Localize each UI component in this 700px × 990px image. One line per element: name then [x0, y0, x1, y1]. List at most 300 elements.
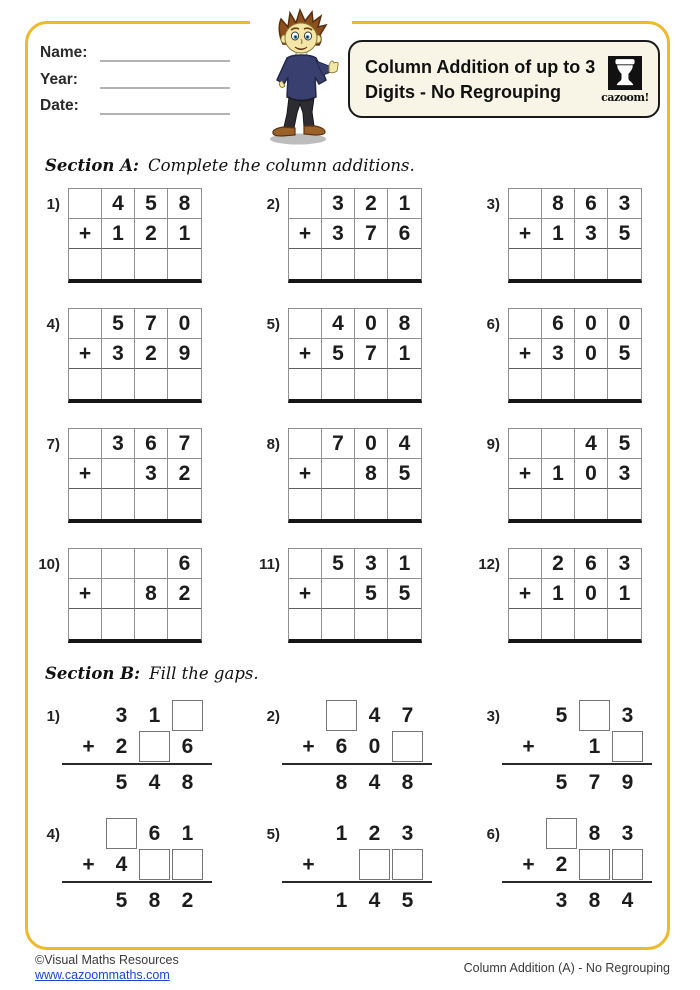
- digit-cell: 1: [181, 822, 194, 845]
- answer-cell[interactable]: [69, 609, 102, 639]
- digit-cell: 9: [168, 339, 201, 369]
- digit-cell: 3: [542, 339, 575, 369]
- digit-cell: 5: [322, 549, 355, 579]
- problem-number: 12): [478, 556, 500, 573]
- digit-cell: 4: [115, 853, 128, 876]
- digit-cell: 4: [322, 309, 355, 339]
- digit-cell: 6: [335, 735, 348, 758]
- digit-cell: 7: [322, 429, 355, 459]
- title-line-1: Column Addition of up to 3: [365, 57, 596, 77]
- digit-cell: 8: [355, 459, 388, 489]
- plus-sign: +: [289, 219, 322, 249]
- answer-cell[interactable]: [168, 249, 201, 279]
- digit-cell: 3: [322, 189, 355, 219]
- digit-cell: [322, 579, 355, 609]
- answer-cell[interactable]: [69, 249, 102, 279]
- digit-cell: [509, 549, 542, 579]
- gap-addition-problem: [72, 700, 204, 798]
- answer-digit: 1: [335, 889, 348, 912]
- digit-cell: 1: [148, 704, 161, 727]
- answer-cell[interactable]: [509, 489, 542, 519]
- year-label: Year:: [40, 71, 78, 88]
- answer-digit: 5: [115, 889, 128, 912]
- plus-sign: +: [522, 735, 535, 758]
- digit-cell: 2: [135, 339, 168, 369]
- problem-row: [512, 818, 644, 849]
- date-label: Date:: [40, 97, 79, 114]
- answer-digit: 8: [401, 771, 414, 794]
- answer-cell[interactable]: [355, 609, 388, 639]
- problem-row: [72, 731, 204, 762]
- digit-cell: [512, 700, 545, 731]
- digit-cell: 3: [322, 219, 355, 249]
- digit-cell: 0: [355, 309, 388, 339]
- gap-box[interactable]: [326, 700, 357, 731]
- addition-table: [508, 308, 642, 403]
- addition-table: [68, 188, 202, 283]
- gap-addition-problem: [512, 700, 644, 798]
- digit-cell: 2: [555, 853, 568, 876]
- answer-cell[interactable]: [542, 249, 575, 279]
- answer-cell[interactable]: [102, 609, 135, 639]
- answer-cell[interactable]: [135, 369, 168, 399]
- digit-cell: [509, 189, 542, 219]
- digit-cell: [391, 731, 424, 762]
- answer-cell[interactable]: [542, 489, 575, 519]
- answer-cell[interactable]: [355, 249, 388, 279]
- problem-number: 2): [266, 708, 280, 725]
- answer-cell[interactable]: [289, 369, 322, 399]
- answer-cell[interactable]: [388, 249, 421, 279]
- worksheet-title: [365, 55, 595, 105]
- answer-digit: 4: [368, 889, 381, 912]
- answer-cell[interactable]: [388, 609, 421, 639]
- problem-row: [292, 849, 424, 880]
- answer-digit: 5: [401, 889, 414, 912]
- problem-row: [512, 885, 644, 916]
- digit-cell: 2: [168, 459, 201, 489]
- addition-table: [508, 188, 642, 283]
- digit-cell: 3: [102, 339, 135, 369]
- answer-cell[interactable]: [355, 489, 388, 519]
- cazoom-logo: [601, 56, 649, 104]
- digit-cell: [171, 849, 204, 880]
- digit-cell: 8: [542, 189, 575, 219]
- digit-cell: [292, 700, 325, 731]
- digit-cell: 1: [388, 339, 421, 369]
- digit-cell: [512, 818, 545, 849]
- plus-sign: +: [289, 579, 322, 609]
- section-b-heading: [45, 664, 259, 683]
- problem-row: [72, 885, 204, 916]
- problem-number: 4): [46, 826, 60, 843]
- digit-cell: 2: [135, 219, 168, 249]
- plus-sign: +: [509, 579, 542, 609]
- digit-cell: [509, 429, 542, 459]
- answer-cell[interactable]: [509, 609, 542, 639]
- gap-addition-problem: [292, 700, 424, 798]
- answer-cell[interactable]: [509, 369, 542, 399]
- digit-cell: 0: [575, 579, 608, 609]
- answer-digit: [72, 885, 105, 916]
- digit-cell: 1: [542, 579, 575, 609]
- digit-cell: 7: [401, 704, 414, 727]
- gap-box[interactable]: [139, 731, 170, 762]
- addition-table: [68, 308, 202, 403]
- plus-sign: +: [82, 853, 95, 876]
- problem-row: [512, 700, 644, 731]
- section-b-title: Section B:: [45, 664, 141, 683]
- digit-cell: 3: [608, 459, 641, 489]
- digit-cell: 0: [368, 735, 381, 758]
- answer-digit: [292, 767, 325, 798]
- plus-sign: +: [82, 735, 95, 758]
- answer-cell[interactable]: [289, 489, 322, 519]
- digit-cell: 7: [168, 429, 201, 459]
- digit-cell: 3: [135, 459, 168, 489]
- gap-box[interactable]: [106, 818, 137, 849]
- digit-cell: 2: [355, 189, 388, 219]
- answer-cell[interactable]: [388, 369, 421, 399]
- answer-cell[interactable]: [135, 489, 168, 519]
- digit-cell: 5: [388, 579, 421, 609]
- digit-cell: [325, 700, 358, 731]
- answer-cell[interactable]: [322, 489, 355, 519]
- digit-cell: [542, 429, 575, 459]
- problem-row: [292, 818, 424, 849]
- answer-digit: 5: [555, 771, 568, 794]
- plus-sign: +: [69, 579, 102, 609]
- answer-digit: 8: [181, 771, 194, 794]
- problem-number: 3): [486, 196, 500, 213]
- digit-cell: 0: [575, 339, 608, 369]
- boy-mascot-illustration: [250, 8, 352, 148]
- problem-row: [292, 767, 424, 798]
- gap-box[interactable]: [546, 818, 577, 849]
- answer-cell[interactable]: [575, 489, 608, 519]
- digit-cell: 2: [168, 579, 201, 609]
- problem-number: 2): [266, 196, 280, 213]
- plus-sign: +: [302, 853, 315, 876]
- digit-cell: 3: [621, 704, 634, 727]
- answer-cell[interactable]: [135, 249, 168, 279]
- answer-cell[interactable]: [608, 369, 641, 399]
- answer-cell[interactable]: [289, 609, 322, 639]
- digit-cell: 5: [322, 339, 355, 369]
- problem-row: [72, 818, 204, 849]
- digit-cell: 1: [388, 549, 421, 579]
- problem-row: [72, 700, 204, 731]
- digit-cell: [289, 549, 322, 579]
- digit-cell: 6: [135, 429, 168, 459]
- answer-cell[interactable]: [322, 609, 355, 639]
- digit-cell: 3: [621, 822, 634, 845]
- answer-cell[interactable]: [388, 489, 421, 519]
- answer-digit: [512, 767, 545, 798]
- digit-cell: 3: [575, 219, 608, 249]
- digit-cell: [138, 731, 171, 762]
- digit-cell: [391, 849, 424, 880]
- digit-cell: 0: [608, 309, 641, 339]
- addition-table: [68, 548, 202, 643]
- digit-cell: [325, 849, 358, 880]
- digit-cell: [358, 849, 391, 880]
- answer-digit: [292, 885, 325, 916]
- digit-cell: [69, 189, 102, 219]
- digit-cell: [102, 579, 135, 609]
- date-field-line[interactable]: [100, 113, 230, 115]
- answer-cell[interactable]: [69, 489, 102, 519]
- gap-box[interactable]: [612, 849, 643, 880]
- answer-digit: 8: [588, 889, 601, 912]
- digit-cell: 3: [102, 429, 135, 459]
- digit-cell: 1: [588, 735, 601, 758]
- digit-cell: 8: [135, 579, 168, 609]
- digit-cell: 1: [102, 219, 135, 249]
- answer-cell[interactable]: [575, 609, 608, 639]
- digit-cell: 2: [115, 735, 128, 758]
- plus-sign: +: [522, 853, 535, 876]
- digit-cell: 4: [388, 429, 421, 459]
- digit-cell: 5: [135, 189, 168, 219]
- gap-box[interactable]: [392, 731, 423, 762]
- problem-number: 10): [38, 556, 60, 573]
- section-b-instruction: Fill the gaps.: [149, 664, 259, 683]
- answer-cell[interactable]: [102, 369, 135, 399]
- name-label: Name:: [40, 44, 88, 61]
- digit-cell: 8: [388, 309, 421, 339]
- digit-cell: 2: [368, 822, 381, 845]
- problem-number: 6): [486, 826, 500, 843]
- digit-cell: [322, 459, 355, 489]
- problem-row: [512, 849, 644, 880]
- digit-cell: 6: [542, 309, 575, 339]
- equals-line: [282, 763, 432, 765]
- answer-digit: 4: [368, 771, 381, 794]
- digit-cell: 4: [575, 429, 608, 459]
- digit-cell: 0: [575, 459, 608, 489]
- problem-number: 6): [486, 316, 500, 333]
- digit-cell: [509, 309, 542, 339]
- plus-sign: +: [302, 735, 315, 758]
- digit-cell: 0: [168, 309, 201, 339]
- answer-cell[interactable]: [608, 489, 641, 519]
- digit-cell: 3: [115, 704, 128, 727]
- plus-sign: +: [69, 339, 102, 369]
- gap-addition-problem: [512, 818, 644, 916]
- title-line-2: Digits - No Regrouping: [365, 82, 561, 103]
- answer-cell[interactable]: [608, 609, 641, 639]
- digit-cell: 5: [388, 459, 421, 489]
- addition-table: [288, 548, 422, 643]
- digit-cell: 1: [542, 459, 575, 489]
- gap-box[interactable]: [579, 849, 610, 880]
- answer-digit: [72, 767, 105, 798]
- problem-number: 5): [266, 316, 280, 333]
- gap-box[interactable]: [172, 700, 203, 731]
- digit-cell: [289, 429, 322, 459]
- plus-sign: +: [69, 219, 102, 249]
- digit-cell: [545, 818, 578, 849]
- gap-box[interactable]: [392, 849, 423, 880]
- year-field-line[interactable]: [100, 87, 230, 89]
- equals-line: [282, 881, 432, 883]
- equals-line: [62, 881, 212, 883]
- plus-sign: +: [509, 339, 542, 369]
- digit-cell: 5: [102, 309, 135, 339]
- gap-box[interactable]: [139, 849, 170, 880]
- problem-row: [292, 885, 424, 916]
- digit-cell: 3: [608, 189, 641, 219]
- answer-cell[interactable]: [322, 369, 355, 399]
- section-a-heading: [45, 156, 415, 175]
- digit-cell: 6: [575, 189, 608, 219]
- digit-cell: [289, 309, 322, 339]
- digit-cell: [171, 700, 204, 731]
- digit-cell: [578, 849, 611, 880]
- answer-digit: 4: [148, 771, 161, 794]
- plus-sign: +: [289, 459, 322, 489]
- addition-table: [288, 188, 422, 283]
- answer-digit: 7: [588, 771, 601, 794]
- digit-cell: 4: [102, 189, 135, 219]
- digit-cell: 7: [355, 339, 388, 369]
- equals-line: [502, 881, 652, 883]
- plus-sign: +: [509, 219, 542, 249]
- answer-digit: 4: [621, 889, 634, 912]
- digit-cell: 3: [355, 549, 388, 579]
- answer-cell[interactable]: [509, 249, 542, 279]
- gap-addition-problem: [292, 818, 424, 916]
- digit-cell: [545, 731, 578, 762]
- answer-cell[interactable]: [289, 249, 322, 279]
- worksheet-reference: Column Addition (A) - No Regrouping: [463, 961, 670, 975]
- plus-sign: +: [69, 459, 102, 489]
- gap-box[interactable]: [612, 731, 643, 762]
- digit-cell: 3: [401, 822, 414, 845]
- equals-line: [502, 763, 652, 765]
- digit-cell: 8: [168, 189, 201, 219]
- gap-box[interactable]: [172, 849, 203, 880]
- problem-row: [72, 767, 204, 798]
- name-field-line[interactable]: [100, 60, 230, 62]
- gap-addition-problem: [72, 818, 204, 916]
- digit-cell: 6: [388, 219, 421, 249]
- addition-table: [508, 548, 642, 643]
- digit-cell: 5: [555, 704, 568, 727]
- answer-cell[interactable]: [168, 489, 201, 519]
- answer-digit: 9: [621, 771, 634, 794]
- answer-cell[interactable]: [542, 369, 575, 399]
- answer-cell[interactable]: [102, 489, 135, 519]
- addition-table: [68, 428, 202, 523]
- digit-cell: [292, 818, 325, 849]
- digit-cell: 1: [335, 822, 348, 845]
- answer-cell[interactable]: [575, 369, 608, 399]
- answer-digit: 2: [181, 889, 194, 912]
- digit-cell: 3: [608, 549, 641, 579]
- copyright-text: ©Visual Maths Resources: [35, 953, 179, 967]
- answer-cell[interactable]: [355, 369, 388, 399]
- addition-table: [288, 308, 422, 403]
- section-a-title: Section A:: [45, 156, 139, 175]
- equals-line: [62, 763, 212, 765]
- problem-row: [292, 731, 424, 762]
- answer-cell[interactable]: [542, 609, 575, 639]
- digit-cell: 6: [168, 549, 201, 579]
- answer-digit: 3: [555, 889, 568, 912]
- title-box: [348, 40, 660, 118]
- problem-number: 9): [486, 436, 500, 453]
- answer-digit: [512, 885, 545, 916]
- digit-cell: 0: [355, 429, 388, 459]
- digit-cell: 2: [542, 549, 575, 579]
- digit-cell: 5: [608, 219, 641, 249]
- plus-sign: +: [289, 339, 322, 369]
- problem-number: 1): [46, 708, 60, 725]
- problem-row: [292, 700, 424, 731]
- digit-cell: [69, 429, 102, 459]
- logo-text: cazoom!: [601, 91, 649, 104]
- digit-cell: [611, 849, 644, 880]
- digit-cell: [105, 818, 138, 849]
- answer-digit: 8: [335, 771, 348, 794]
- digit-cell: [289, 189, 322, 219]
- answer-digit: 5: [115, 771, 128, 794]
- digit-cell: 8: [588, 822, 601, 845]
- digit-cell: [72, 818, 105, 849]
- answer-cell[interactable]: [575, 249, 608, 279]
- addition-table: [508, 428, 642, 523]
- digit-cell: [135, 549, 168, 579]
- problem-row: [512, 731, 644, 762]
- drum-icon: [608, 56, 642, 90]
- digit-cell: [69, 309, 102, 339]
- problem-row: [512, 767, 644, 798]
- problem-number: 5): [266, 826, 280, 843]
- problem-number: 7): [46, 436, 60, 453]
- digit-cell: 1: [388, 189, 421, 219]
- digit-cell: [102, 549, 135, 579]
- digit-cell: 6: [148, 822, 161, 845]
- problem-number: 4): [46, 316, 60, 333]
- website-link[interactable]: www.cazoommaths.com: [35, 968, 170, 982]
- problem-number: 3): [486, 708, 500, 725]
- digit-cell: [138, 849, 171, 880]
- digit-cell: 1: [542, 219, 575, 249]
- answer-digit: 8: [148, 889, 161, 912]
- plus-sign: +: [509, 459, 542, 489]
- answer-cell[interactable]: [168, 369, 201, 399]
- answer-cell[interactable]: [168, 609, 201, 639]
- problem-row: [72, 849, 204, 880]
- answer-cell[interactable]: [135, 609, 168, 639]
- addition-table: [288, 428, 422, 523]
- problem-number: 1): [46, 196, 60, 213]
- problem-number: 11): [259, 556, 280, 573]
- gap-box[interactable]: [359, 849, 390, 880]
- problem-number: 8): [266, 436, 280, 453]
- answer-cell[interactable]: [69, 369, 102, 399]
- digit-cell: 5: [608, 429, 641, 459]
- digit-cell: [611, 731, 644, 762]
- digit-cell: 5: [608, 339, 641, 369]
- digit-cell: [72, 700, 105, 731]
- answer-cell[interactable]: [102, 249, 135, 279]
- answer-cell[interactable]: [608, 249, 641, 279]
- gap-box[interactable]: [579, 700, 610, 731]
- answer-cell[interactable]: [322, 249, 355, 279]
